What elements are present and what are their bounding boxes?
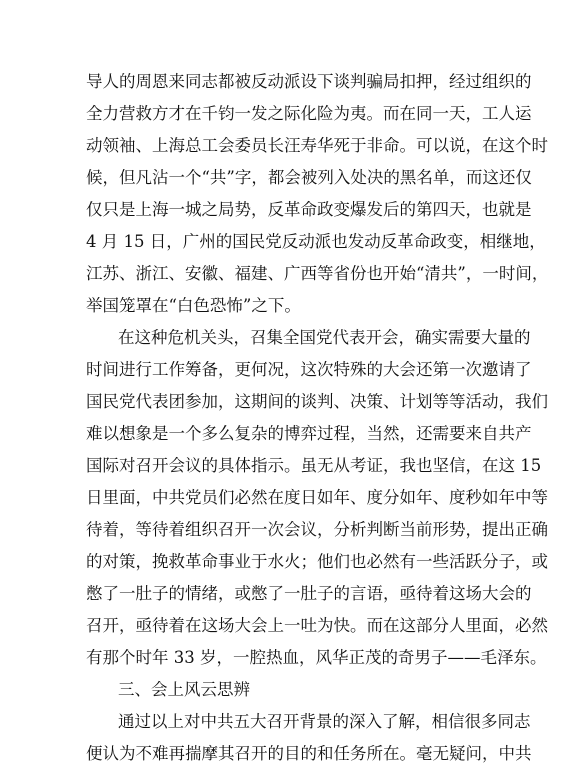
text-line: 难以想象是一个多么复杂的博弈过程，当然，还需要来自共产 <box>86 424 532 443</box>
section-heading: 三、会上风云思辨 <box>118 680 250 699</box>
text-line: 仅只是上海一城之局势，反革命政变爆发后的第四天，也就是 <box>86 200 532 219</box>
text-line: 便认为不难再揣摩其召开的目的和任务所在。毫无疑问，中共 <box>86 744 532 763</box>
text-line: 国际对召开会议的具体指示。虽无从考证，我也坚信，在这 15 <box>86 456 542 475</box>
text-line: 憋了一肚子的情绪，或憋了一肚子的言语，亟待着这场大会的 <box>86 584 532 603</box>
text-line: 江苏、浙江、安徽、福建、广西等省份也开始“清共”，一时间， <box>86 264 549 283</box>
text-line: 动领袖、上海总工会委员长汪寿华死于非命。可以说，在这个时 <box>86 136 548 155</box>
paragraph-first-line: 通过以上对中共五大召开背景的深入了解，相信很多同志 <box>118 712 531 731</box>
paragraph-end-line: 举国笼罩在“白色恐怖”之下。 <box>86 296 301 315</box>
paragraph-end-line: 有那个时年 33 岁，一腔热血，风华正茂的奇男子——毛泽东。 <box>86 648 547 667</box>
text-line: 待着，等待着组织召开一次会议，分析判断当前形势，提出正确 <box>86 520 548 539</box>
text-line: 的对策，挽救革命事业于水火；他们也必然有一些活跃分子，或 <box>86 552 548 571</box>
text-line: 候，但凡沾一个“共”字，都会被列入处决的黑名单，而这还仅 <box>86 168 532 187</box>
text-line: 日里面，中共党员们必然在度日如年、度分如年、度秒如年中等 <box>86 488 548 507</box>
text-line: 导人的周恩来同志都被反动派设下谈判骗局扣押，经过组织的 <box>86 72 532 91</box>
text-line: 4 月 15 日，广州的国民党反动派也发动反革命政变，相继地， <box>86 232 546 251</box>
text-line: 召开，亟待着在这场大会上一吐为快。而在这部分人里面，必然 <box>86 616 548 635</box>
text-line: 国民党代表团参加，这期间的谈判、决策、计划等等活动，我们 <box>86 392 548 411</box>
text-line: 时间进行工作筹备，更何况，这次特殊的大会还第一次邀请了 <box>86 360 532 379</box>
text-line: 全力营救方才在千钧一发之际化险为夷。而在同一天，工人运 <box>86 104 532 123</box>
paragraph-first-line: 在这种危机关头，召集全国党代表开会，确实需要大量的 <box>118 328 531 347</box>
